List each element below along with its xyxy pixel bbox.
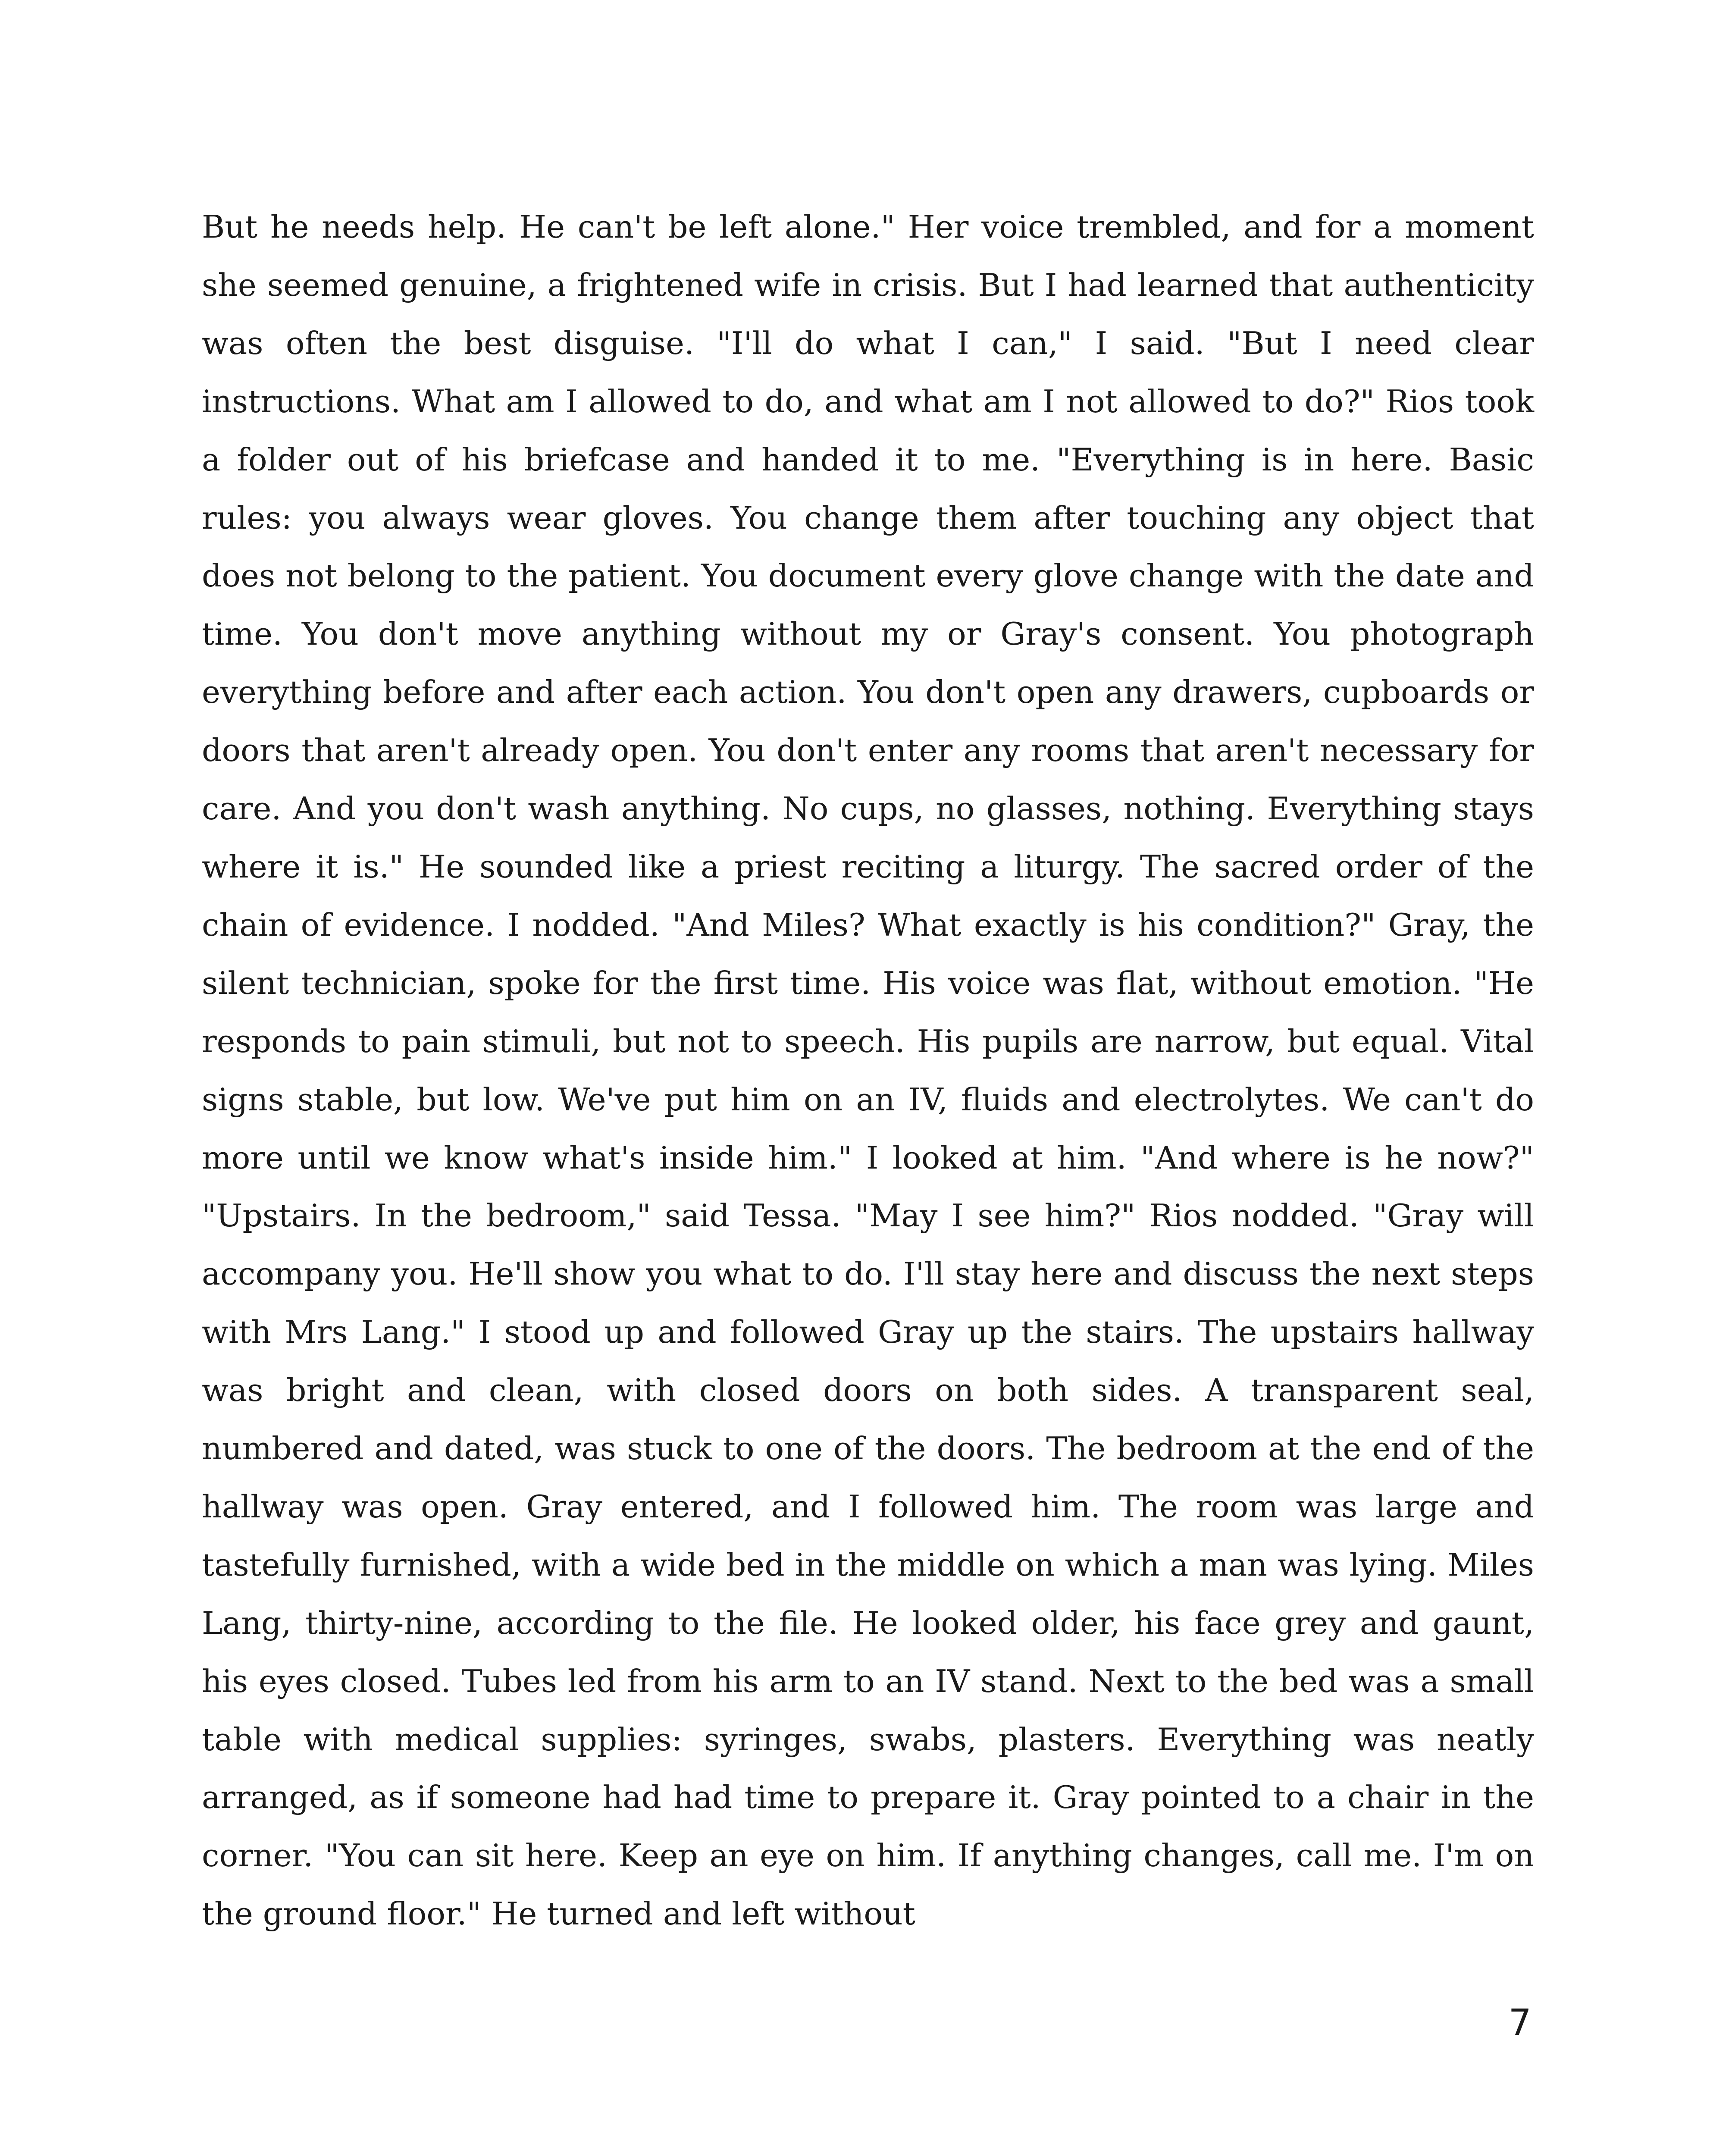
page-number: 7 — [1508, 2001, 1532, 2043]
body-paragraph: But he needs help. He can't be left alone." Her voice trembled, and for a moment she seemed genuine, a frightened wife in crisis. But I had learned that authenticity was often the best disguise. "I'll do what I can," I said. "But I need clear instructions. What am I allowed to do, and what am I not allowed to do?" Rios took a folder out of his briefcase and handed it to me. "Everything is in here. Basic rules: you always wear gloves. You change them after touching any object that does not belong to the patient. You document every glove change with the date and time. You don't move anything without my or Gray's consent. You photograph everything before and after each action. You don't open any drawers, cupboards or doors that aren't already open. You don't enter any rooms that aren't necessary for care. And you don't wash anything. No cups, no glasses, nothing. Everything stays where it is." He sounded like a priest reciting a liturgy. The sacred order of the chain of evidence. I nodded. "And Miles? What exactly is his condition?" Gray, the silent technician, spoke for the first time. His voice was flat, without emotion. "He responds to pain stimuli, but not to speech. His pupils are narrow, but equal. Vital signs stable, but low. We've put him on an IV, fluids and electrolytes. We can't do more until we know what's inside him." I looked at him. "And where is he now?" "Upstairs. In the bedroom," said Tessa. "May I see him?" Rios nodded. "Gray will accompany you. He'll show you what to do. I'll stay here and discuss the next steps with Mrs Lang." I stood up and followed Gray up the stairs. The upstairs hallway was bright and clean, with closed doors on both sides. A transparent seal, numbered and dated, was stuck to one of the doors. The bedroom at the end of the hallway was open. Gray entered, and I followed him. The room was large and tastefully furnished, with a wide bed in the middle on which a man was lying. Miles Lang, thirty-nine, according to the file. He looked older, his face grey and gaunt, his eyes closed. Tubes led from his arm to an IV stand. Next to the bed was a small table with medical supplies: syringes, swabs, plasters. Everything was neatly arranged, as if someone had had time to prepare it. Gray pointed to a chair in the corner. "You can sit here. Keep an eye on him. If anything changes, call me. I'm on the ground floor." He turned and left without — [202, 209, 1534, 1933]
